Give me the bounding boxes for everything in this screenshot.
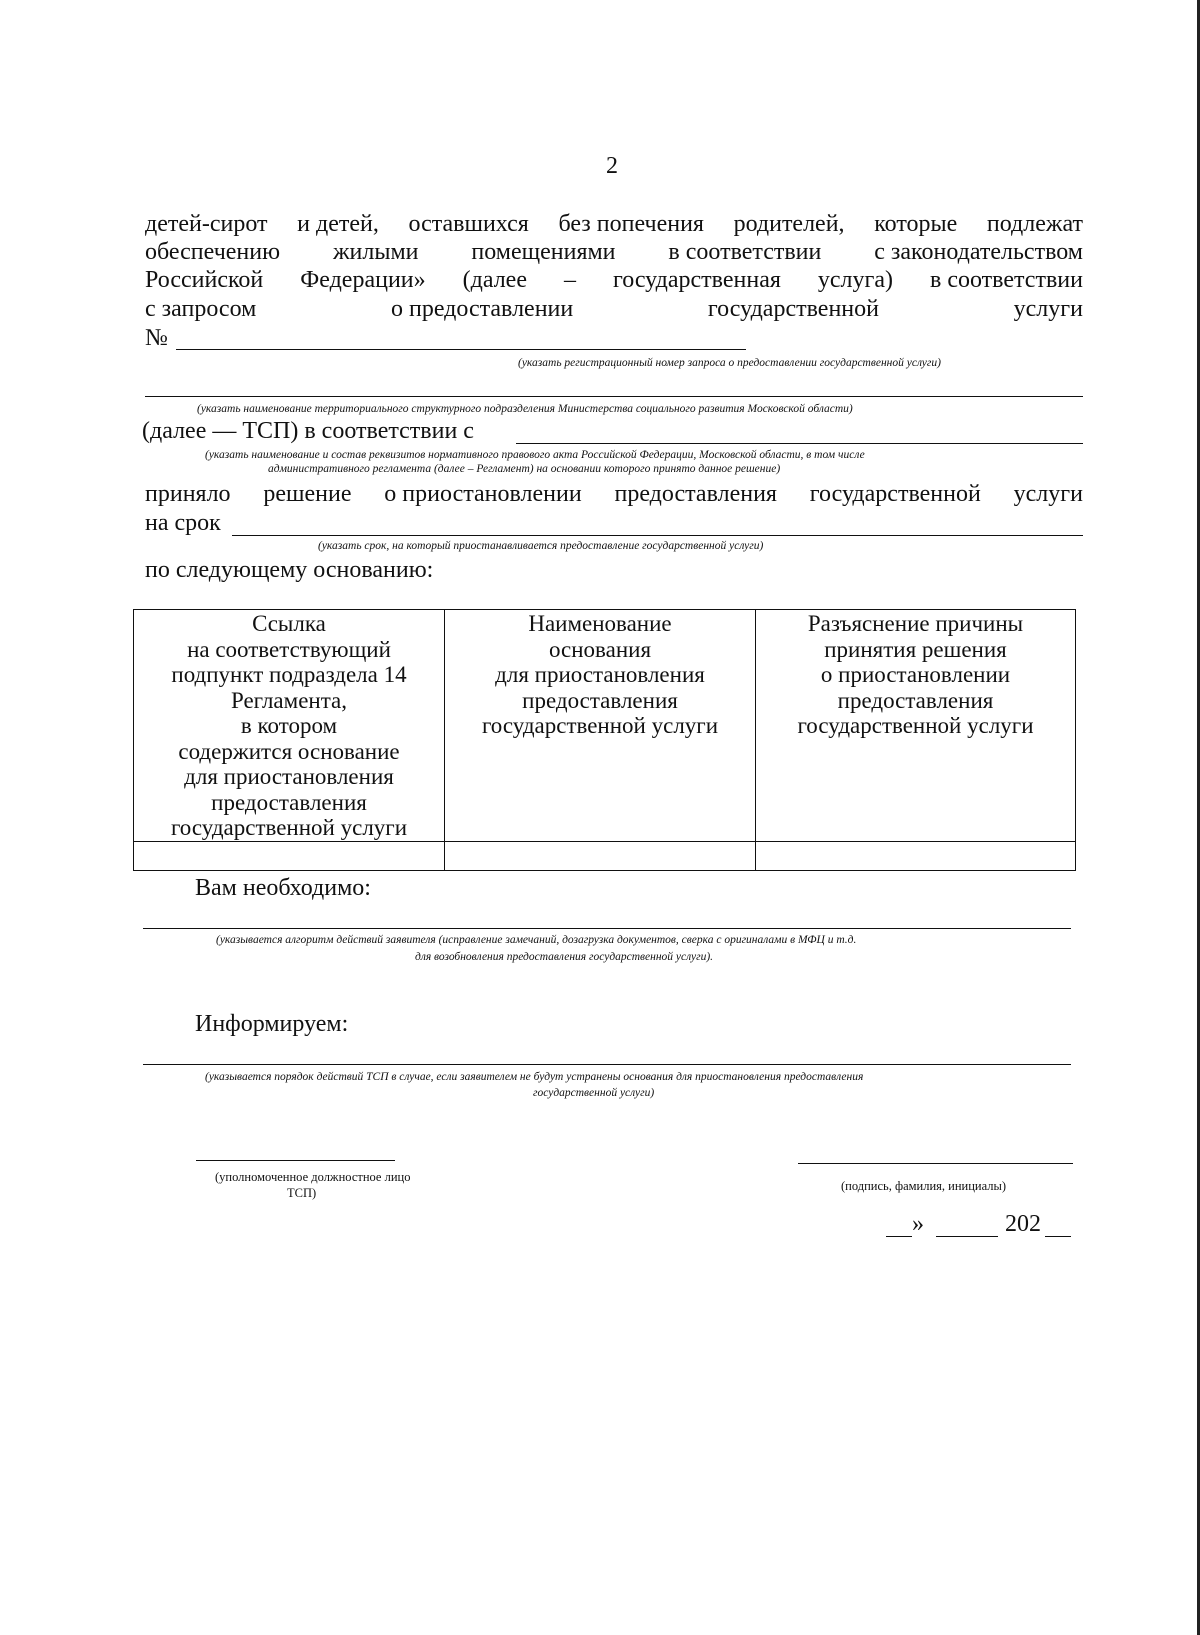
- intro-line-3: [145, 266, 1083, 294]
- inform-field[interactable]: [143, 1064, 1071, 1065]
- tsp-text: (далее — ТСП) в соответствии с: [142, 418, 474, 444]
- header-line: для приостановления: [495, 662, 705, 687]
- table-row: [134, 841, 1076, 870]
- header-line: государственной услуги: [797, 713, 1034, 738]
- header-line: Наименование: [528, 611, 672, 636]
- header-line: государственной услуги: [170, 815, 408, 840]
- table-cell[interactable]: [445, 841, 756, 870]
- header-line: о приостановлении: [820, 662, 1011, 687]
- needed-note-1: (указывается алгоритм действий заявителя (исправление замечаний, дозагрузка документов, сверка с оригиналами в МФЦ и т.д.: [216, 934, 857, 946]
- decision-word: предоставления: [614, 481, 777, 507]
- table-header-cell-basis: [445, 610, 756, 842]
- intro-word: подлежат: [986, 211, 1083, 237]
- table-header-cell-explanation: [756, 610, 1076, 842]
- header-line: Ссылка: [252, 611, 326, 636]
- intro-word: в соответствии: [930, 267, 1083, 293]
- intro-word: детей-сирот: [145, 211, 268, 237]
- subdivision-note: (указать наименование территориального структурного подразделения Министерства социального развития Московской области): [197, 403, 853, 415]
- header-line: для приостановления: [184, 764, 394, 789]
- term-field[interactable]: [232, 535, 1083, 536]
- intro-word: жилыми: [332, 239, 419, 265]
- intro-word: обеспечению: [145, 239, 281, 265]
- needed-note-2: для возобновления предоставления государственной услуги).: [415, 951, 714, 963]
- official-signature-field[interactable]: [196, 1160, 395, 1161]
- intro-word: (далее: [462, 267, 527, 293]
- intro-line-1: [145, 210, 1083, 238]
- intro-word: без попечения: [558, 211, 704, 237]
- legal-act-field[interactable]: [516, 443, 1083, 444]
- reg-number-field[interactable]: [176, 349, 746, 350]
- number-sign: №: [145, 325, 168, 351]
- intro-word: с запросом: [145, 296, 257, 322]
- header-line: предоставления: [211, 789, 367, 815]
- intro-word: услуга): [817, 267, 894, 293]
- intro-word: которые: [874, 211, 958, 237]
- header-line: Регламента,: [230, 687, 347, 713]
- header-line: подпункт подраздела 14: [171, 662, 407, 687]
- header-line: в котором: [240, 713, 338, 738]
- intro-line-4: [145, 295, 1083, 323]
- needed-heading: Вам необходимо:: [195, 875, 371, 901]
- legal-act-note-2: административного регламента (далее – Регламент) на основании которого принято данное решение): [268, 463, 781, 475]
- official-caption-2: ТСП): [287, 1186, 317, 1200]
- date-year: 202: [1005, 1211, 1041, 1237]
- decision-word: услуги: [1013, 481, 1083, 507]
- header-line: на соответствующий: [187, 636, 391, 662]
- subdivision-field[interactable]: [145, 396, 1083, 397]
- term-note: (указать срок, на который приостанавливается предоставление государственной услуги): [318, 540, 764, 552]
- intro-line-2: [145, 238, 1083, 266]
- header-line: государственной услуги: [481, 713, 719, 738]
- intro-word: о предоставлении: [390, 296, 574, 322]
- decision-word: государственной: [809, 481, 981, 507]
- date-day-field[interactable]: [886, 1236, 912, 1237]
- header-line: принятия решения: [824, 636, 1007, 662]
- intro-word: государственной: [707, 296, 879, 322]
- signature-caption: (подпись, фамилия, инициалы): [841, 1179, 1007, 1193]
- signature-field[interactable]: [798, 1163, 1073, 1164]
- intro-word: с законодательством: [874, 239, 1083, 265]
- reg-number-note: (указать регистрационный номер запроса о предоставлении государственной услуги): [518, 357, 941, 369]
- intro-word: оставшихся: [408, 211, 529, 237]
- header-line: предоставления: [522, 687, 678, 713]
- intro-word: родителей,: [733, 211, 845, 237]
- table-header-row: [134, 610, 1076, 842]
- intro-word: Российской: [145, 267, 264, 293]
- intro-word: в соответствии: [668, 239, 822, 265]
- date-year-suffix-field[interactable]: [1045, 1236, 1071, 1237]
- header-line: содержится основание: [178, 738, 400, 764]
- intro-word: услуги: [1013, 296, 1083, 322]
- needed-field[interactable]: [143, 928, 1071, 929]
- header-line: основания: [548, 636, 652, 662]
- table-cell[interactable]: [134, 841, 445, 870]
- decision-word: приняло: [145, 481, 231, 507]
- table-header-cell-reference: [134, 610, 445, 842]
- inform-note-2: государственной услуги): [533, 1087, 655, 1099]
- intro-word: и детей,: [297, 211, 379, 237]
- intro-word: –: [563, 267, 576, 293]
- header-line: предоставления: [837, 687, 994, 713]
- legal-act-note-1: (указать наименование и состав реквизитов нормативного правового акта Российской Федерации, Московской области, в том числе: [205, 449, 865, 461]
- table-cell[interactable]: [756, 841, 1076, 870]
- term-label: на срок: [145, 510, 221, 536]
- decision-word: решение: [263, 481, 352, 507]
- inform-heading: Информируем:: [195, 1011, 349, 1037]
- header-line: Разъяснение причины: [807, 611, 1024, 636]
- page-number: 2: [606, 153, 618, 179]
- basis-label: по следующему основанию:: [145, 557, 434, 583]
- decision-word: о приостановлении: [384, 481, 582, 507]
- intro-word: помещениями: [471, 239, 616, 265]
- intro-word: Федерации»: [300, 267, 426, 293]
- official-caption-1: (уполномоченное должностное лицо: [215, 1170, 411, 1184]
- suspension-table: [133, 609, 1076, 871]
- inform-note-1: (указывается порядок действий ТСП в случае, если заявителем не будут устранены основания для приостановления предоставления: [205, 1071, 864, 1083]
- date-month-field[interactable]: [936, 1236, 998, 1237]
- date-quote: »: [912, 1211, 924, 1237]
- intro-word: государственная: [612, 267, 781, 293]
- decision-line: [145, 480, 1083, 508]
